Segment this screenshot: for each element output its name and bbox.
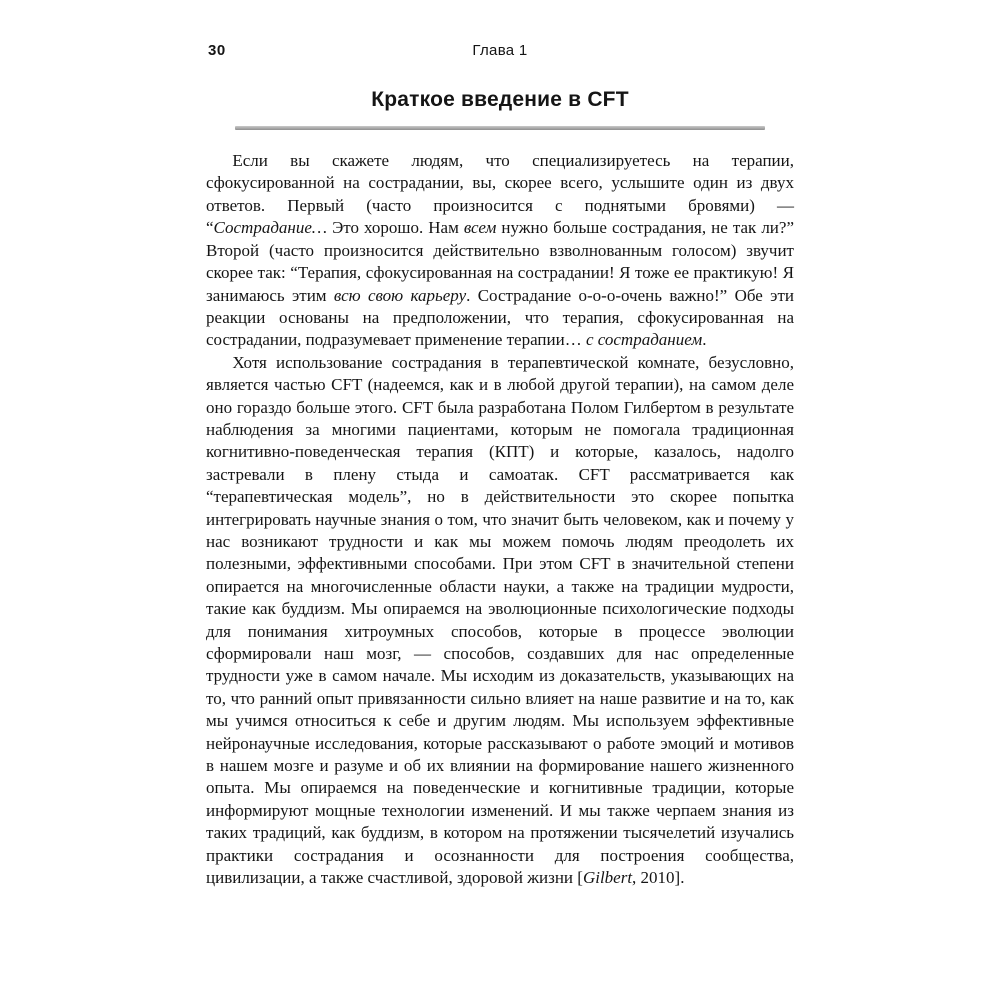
chapter-header: Глава 1 bbox=[472, 42, 528, 59]
paragraph bbox=[206, 352, 794, 890]
italic-text-segment: всем bbox=[463, 218, 497, 238]
paragraph bbox=[206, 150, 794, 352]
title-divider bbox=[235, 126, 764, 130]
text-segment: Это хорошо. Нам bbox=[327, 218, 464, 238]
page-number: 30 bbox=[208, 42, 226, 59]
body-text bbox=[206, 150, 794, 889]
page-title: Краткое введение в CFT bbox=[371, 88, 629, 111]
book-page bbox=[206, 0, 794, 889]
italic-text-segment: Gilbert bbox=[582, 868, 633, 888]
text-segment: . Сострадание о-о-о-очень важно!” Обе эти реакции основаны на предположении, что терапия, сфокусированная на сострадании, подразумевает применение терапии… bbox=[206, 285, 794, 350]
italic-text-segment: с состраданием bbox=[585, 330, 703, 350]
italic-text-segment: всю свою карьеру bbox=[333, 285, 467, 305]
text-segment: Хотя использование сострадания в терапевтической комнате, безусловно, является частью CFT (надеемся, как и в любой другой терапии), на самом деле оно гораздо больше этого. CFT была разработана Полом Гилбертом в результате наблюдения за многими пациентами, которым не помогала традиционная когнитивно-поведенческая терапия (КПТ) и которые, казалось, надолго застревали в плену стыда и самоатак. CFT рассматривается как “терапевтическая модель”, но в действительности это скорее попытка интегрировать научные знания о том, что значит быть человеком, как и почему у нас возникают трудности и как мы можем помочь людям преодолеть их полезными, эффективными способами. При этом CFT в значительной степени опирается на многочисленные области науки, а также на традиции мудрости, такие как буддизм. Мы опираемся на эволюционные психологические подходы для понимания хитроумных способов, которые в процессе эволюции сформировали наш мозг, — способов, создавших для нас определенные трудности уже в самом начале. Мы исходим из доказательств, указывающих на то, что ранний опыт привязанности сильно влияет на наше развитие и на то, как мы учимся относиться к себе и другим людям. Мы используем эффективные нейронаучные исследования, которые рассказывают о работе эмоций и мотивов в нашем мозге и разуме и об их влиянии на формирование нашего жизненного опыта. Мы опираемся на поведенческие и когнитивные традиции, которые информируют мощные технологии изменений. И мы также черпаем знания из таких традиций, как буддизм, в котором на протяжении тысячелетий изучались практики сострадания и осознанности для построения сообщества, цивилизации, а также счастливой, здоровой жизни [ bbox=[206, 352, 794, 888]
text-segment: нужно больше сострадания, не так ли?” Второй (часто произносится действительно взволнованным голосом) звучит скорее так: “Терапия, сфокусированная на сострадании! Я тоже ее практикую! Я занимаюсь этим bbox=[206, 218, 794, 305]
italic-text-segment: Сострадание… bbox=[213, 218, 328, 238]
running-head bbox=[206, 42, 794, 62]
text-segment: . bbox=[702, 330, 707, 350]
text-segment: Если вы скажете людям, что специализируетесь на терапии, сфокусированной на сострадании, вы, скорее всего, услышите один из двух ответов. Первый (часто произносится с поднятыми бровями) — “ bbox=[206, 151, 794, 238]
text-segment: , 2010]. bbox=[632, 868, 685, 888]
